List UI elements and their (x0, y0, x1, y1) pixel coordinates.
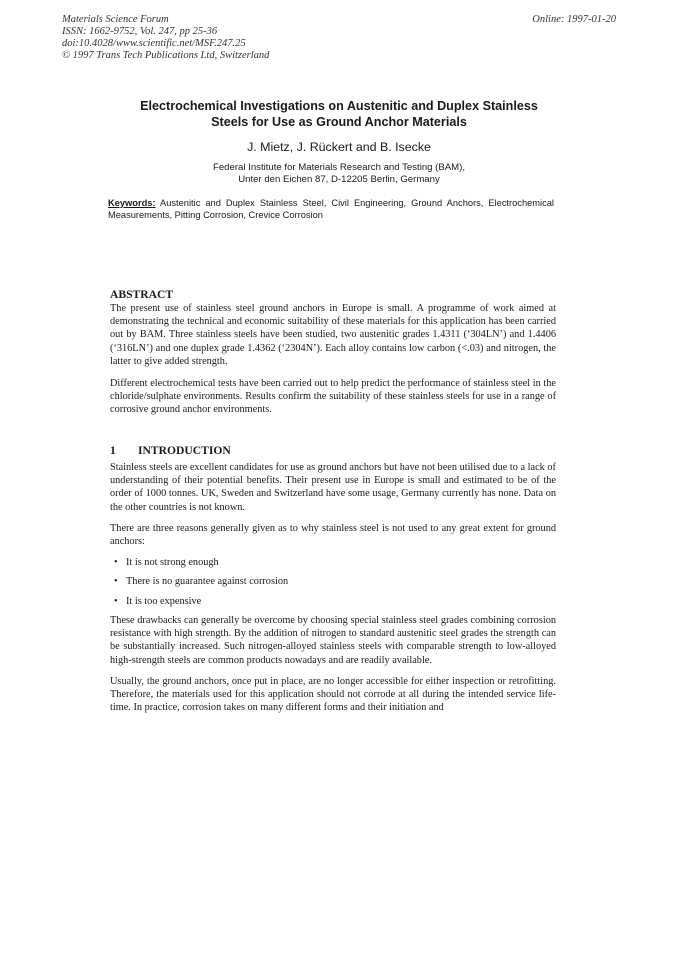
abstract-paragraph: The present use of stainless steel ground anchors in Europe is small. A programme of work aimed at demonstrating the technical and economic suitability of these materials for this application has been carried out by BAM. Three stainless steels have been studied, two austenitic grades 1.4311 (‘304LN’) and 1.4406 (‘316LN’) and one duplex grade 1.4362 (‘2304N’). Each alloy contains low carbon (<.03) and nitrogen, the latter to give added strength. (110, 303, 556, 367)
abstract-paragraph: Different electrochemical tests have been carried out to help predict the performance of stainless steel in the chloride/sulphate environments. Results confirm the suitability of these stainless steels for use in a range of corrosive ground anchor environments. (110, 378, 556, 416)
author-affiliation (100, 162, 578, 186)
title-line: Steels for Use as Ground Anchor Materials (211, 115, 467, 129)
keywords-label: Keywords: (108, 198, 156, 208)
bullet-symbol: • (114, 557, 118, 568)
affiliation-line: Unter den Eichen 87, D-12205 Berlin, Germany (238, 174, 440, 185)
section-number: 1 (110, 444, 116, 457)
keywords-text: Austenitic and Duplex Stainless Steel, Civil Engineering, Ground Anchors, Electrochemical Measurements, Pitting Corrosion, Crevice Corrosion (108, 198, 554, 220)
keywords-block (108, 197, 554, 221)
journal-name: Materials Science Forum (62, 14, 169, 25)
bullet-item (114, 557, 219, 568)
section-title: INTRODUCTION (138, 444, 231, 457)
journal-issn: ISSN: 1662-9752, Vol. 247, pp 25-36 (62, 26, 218, 37)
bullet-text: It is not strong enough (126, 557, 219, 568)
abstract-heading: ABSTRACT (110, 288, 174, 301)
bullet-text: It is too expensive (126, 596, 202, 607)
journal-header (62, 14, 269, 62)
intro-paragraph: Stainless steels are excellent candidates for use as ground anchors but have not been utilised due to a lack of understanding of their potential benefits. Their present use in Europe is small and estimated to be of the order of 1000 tonnes. UK, Sweden and Switzerland have some usage, Germany currently has none. Data on the other countries is not known. (110, 462, 556, 513)
intro-paragraph: Usually, the ground anchors, once put in place, are no longer accessible for either inspection or retrofitting. Therefore, the materials used for this application should not corrode at all during the intended service life-time. In practice, corrosion takes on many different forms and their initiation and (110, 676, 556, 714)
affiliation-line: Federal Institute for Materials Research and Testing (BAM), (212, 162, 466, 173)
intro-paragraph: There are three reasons generally given as to why stainless steel is not used to any great extent for ground anchors: (110, 523, 556, 548)
introduction-heading (110, 444, 231, 457)
bullet-item (114, 596, 201, 607)
bullet-symbol: • (114, 596, 118, 607)
journal-copyright: © 1997 Trans Tech Publications Ltd, Switzerland (62, 50, 270, 61)
intro-paragraph: These drawbacks can generally be overcome by choosing special stainless steel grades combining corrosion resistance with high strength. By the addition of nitrogen to standard austenitic steel grades the strength can be substantially increased. Such nitrogen-alloyed stainless steels with comparable strength to low-alloyed high-strength steels are common products nowadays and are readily available. (110, 615, 556, 666)
paper-authors: J. Mietz, J. Rückert and B. Isecke (247, 140, 431, 154)
title-line: Electrochemical Investigations on Austenitic and Duplex Stainless (140, 99, 538, 113)
online-date: Online: 1997-01-20 (532, 14, 616, 25)
bullet-text: There is no guarantee against corrosion (126, 576, 289, 587)
bullet-symbol: • (114, 576, 118, 587)
journal-doi[interactable]: doi:10.4028/www.scientific.net/MSF.247.25 (62, 38, 246, 49)
bullet-item (114, 576, 288, 587)
paper-title (100, 98, 578, 130)
